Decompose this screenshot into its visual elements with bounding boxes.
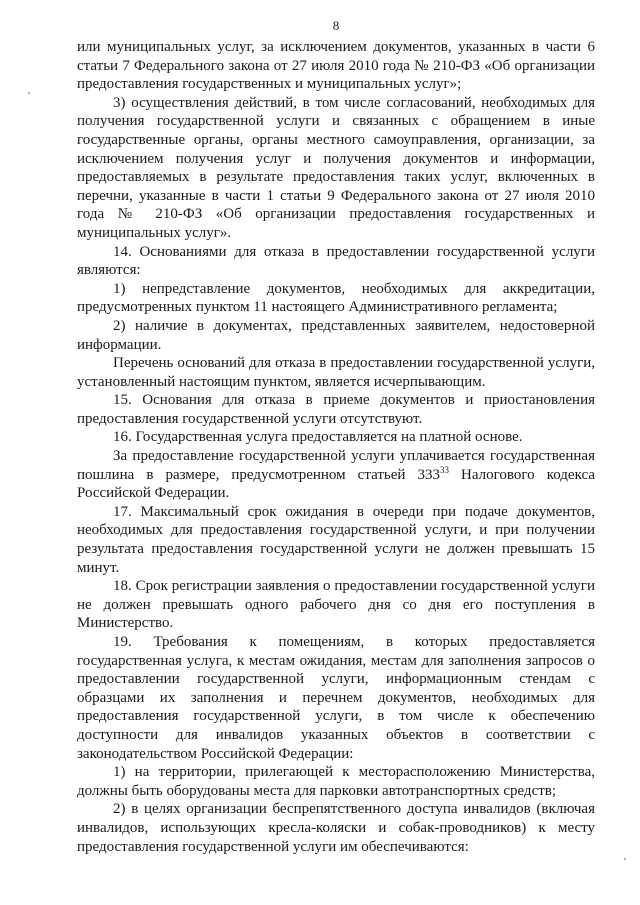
scan-speck	[28, 92, 30, 94]
paragraph-14-item-1: 1) непредставление документов, необходимых для аккредитации, предусмотренных пунктом 11 настоящего Административного регламента;	[77, 280, 595, 316]
paragraph-item-3: 3) осуществления действий, в том числе согласований, необходимых для получения государственной услуги и связанных с обращением в иные государственные органы, органы местного самоуправления, организации, за исключением получения услуг и получения документов и информации, предоставляемых в результате предоставления таких услуг, включенных в перечни, указанные в части 1 статьи 9 Федерального закона от 27 июля 2010 года № 210-ФЗ «Об организации предоставления государственных и муниципальных услуг».	[77, 94, 595, 241]
paragraph-19-item-2: 2) в целях организации беспрепятственного доступа инвалидов (включая инвалидов, использующих кресла-коляски и собак-проводников) к месту предоставления государственной услуги им обеспечиваются:	[77, 801, 595, 855]
fee-text-end: Налогового кодекса Российской Федерации.	[77, 466, 595, 502]
paragraph-fee	[77, 447, 595, 503]
paragraph-19-item-1: 1) на территории, прилегающей к месторасположению Министерства, должны быть оборудованы места для парковки автотранспортных средств;	[77, 764, 595, 799]
fee-text: За предоставление государственной услуги уплачивается государственная пошлина в размере, предусмотренном статьей 333	[77, 448, 595, 483]
paragraph-14: 14. Основаниями для отказа в предоставлении государственной услуги являются:	[77, 243, 595, 279]
paragraph-18: 18. Срок регистрации заявления о предоставлении государственной услуги не должен превышать одного рабочего дня со дня его поступления в Министерство.	[77, 578, 595, 632]
page-number: 8	[332, 18, 340, 33]
paragraph-continuation: или муниципальных услуг, за исключением документов, указанных в части 6 статьи 7 Федерального закона от 27 июля 2010 года № 210-ФЗ «Об организации предоставления государственных и муниципальных услуг»;	[77, 39, 595, 93]
paragraph-14-item-2: 2) наличие в документах, представленных заявителем, недостоверной информации.	[77, 317, 595, 353]
paragraph-19: 19. Требования к помещениям, в которых предоставляется государственная услуга, к местам ожидания, местам для заполнения запросов о предоставлении государственной услуги, информационным стендам с образцами их заполнения и перечнем документов, необходимых для предоставления государственной услуги, в том числе к обеспечению доступности для инвалидов указанных объектов в соответствии с законодательством Российской Федерации:	[77, 634, 595, 762]
paragraph-15: 15. Основания для отказа в приеме документов и приостановления предоставления государственной услуги отсутствуют.	[77, 392, 595, 427]
paragraph-exhaustive-list: Перечень оснований для отказа в предоставлении государственной услуги, установленный настоящим пунктом, является исчерпывающим.	[77, 355, 595, 390]
paragraph-17: 17. Максимальный срок ожидания в очереди при подаче документов, необходимых для предоставления государственной услуги, и при получении результата предоставления государственной услуги не должен превышать 15 минут.	[77, 503, 595, 576]
scan-speck	[624, 858, 626, 860]
article-superscript: 33	[439, 464, 449, 475]
paragraph-16: 16. Государственная услуга предоставляется на платной основе.	[113, 429, 523, 446]
